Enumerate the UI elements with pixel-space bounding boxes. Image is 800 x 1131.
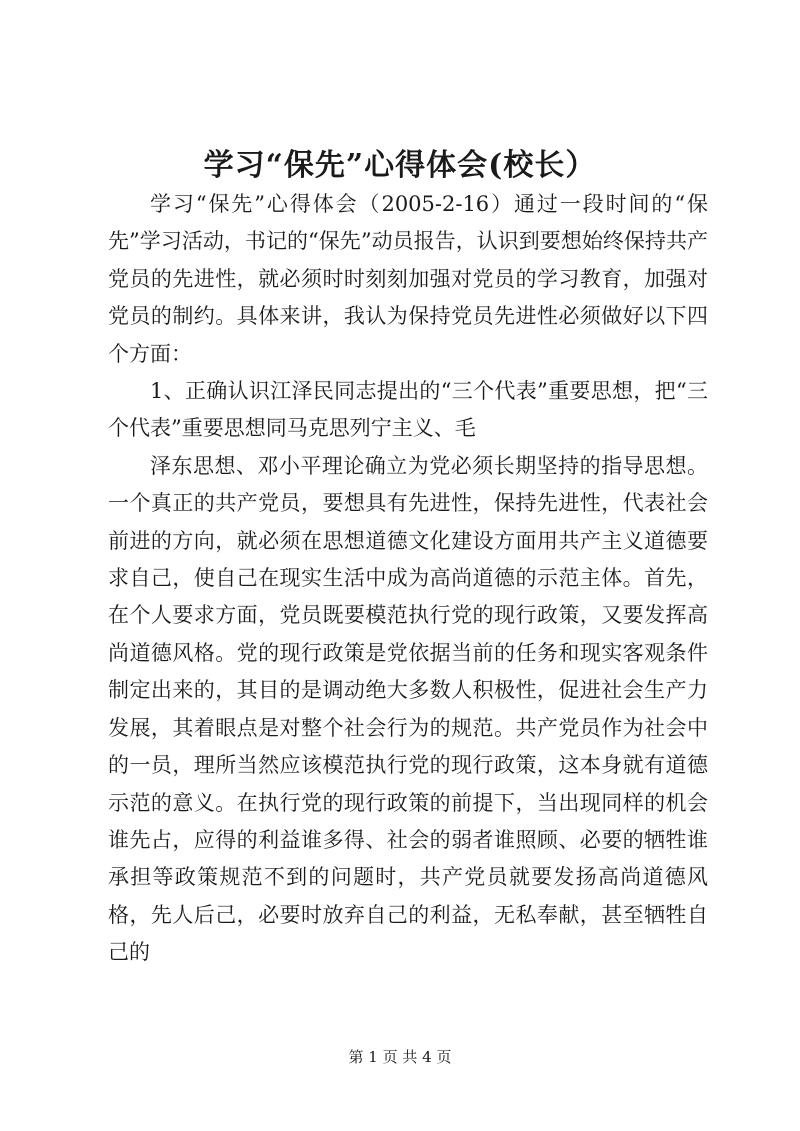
paragraph-intro: 学习“保先”心得体会（2005-2-16）通过一段时间的“保先”学习活动，书记的“保先”动员报告，认识到要想始终保持共产党员的先进性，就必须时时刻刻加强对党员的学习教育，加强对党员的制约。具体来讲，我认为保持党员先进性必须做好以下四个方面： <box>108 192 708 366</box>
document-body <box>108 186 708 972</box>
paragraph-point-1: 1、正确认识江泽民同志提出的“三个代表”重要思想，把“三个代表”重要思想同马克思列宁主义、毛 <box>108 379 708 441</box>
page-number-footer: 第 1 页 共 4 页 <box>348 1048 452 1066</box>
paragraph-continuation: 泽东思想、邓小平理论确立为党必须长期坚持的指导思想。一个真正的共产党员，要想具有先进性，保持先进性，代表社会前进的方向，就必须在思想道德文化建设方面用共产主义道德要求自己，使自己在现实生活中成为高尚道德的示范主体。首先，在个人要求方面，党员既要模范执行党的现行政策，又要发挥高尚道德风格。党的现行政策是党依据当前的任务和现实客观条件制定出来的，其目的是调动绝大多数人积极性，促进社会生产力发展，其着眼点是对整个社会行为的规范。共产党员作为社会中的一员，理所当然应该模范执行党的现行政策，这本身就有道德示范的意义。在执行党的现行政策的前提下，当出现同样的机会谁先占，应得的利益谁多得、社会的弱者谁照顾、必要的牺牲谁承担等政策规范不到的问题时，共产党员就要发扬高尚道德风格，先人后己，必要时放弃自己的利益，无私奉献，甚至牺牲自己的 <box>108 453 708 965</box>
document-title: 学习“保先”心得体会(校长） <box>203 148 597 183</box>
